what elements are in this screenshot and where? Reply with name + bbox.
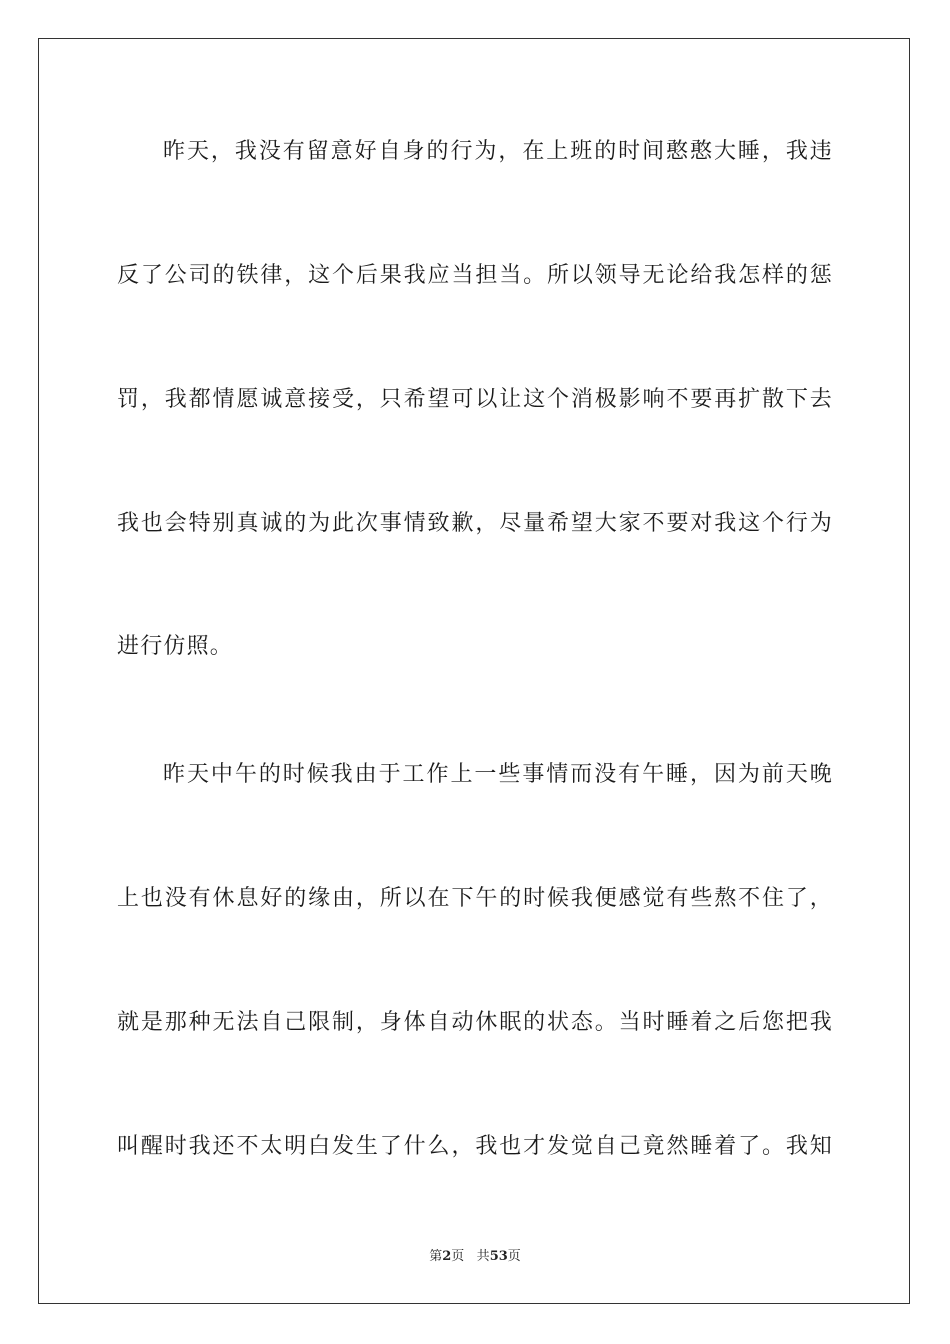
footer-page-suffix: 页 (451, 1249, 465, 1264)
paragraph-2-line-3: 就是那种无法自己限制，身体自动休眠的状态。当时睡着之后您把我 (117, 1010, 833, 1035)
page-footer (0, 1245, 950, 1264)
footer-total-suffix: 页 (507, 1249, 521, 1264)
paragraph-1-line-2: 反了公司的铁律，这个后果我应当担当。所以领导无论给我怎样的惩 (117, 263, 833, 288)
paragraph-2-line-4: 叫醒时我还不太明白发生了什么，我也才发觉自己竟然睡着了。我知 (117, 1134, 833, 1159)
paragraph-2-line-2: 上也没有休息好的缘由，所以在下午的时候我便感觉有些熬不住了， (117, 886, 833, 911)
footer-page-prefix: 第 (429, 1249, 443, 1264)
footer-page-number: 2 (442, 1249, 452, 1264)
paragraph-1-line-5: 进行仿照。 (117, 634, 234, 659)
paragraph-1-line-1: 昨天，我没有留意好自身的行为，在上班的时间憨憨大睡，我违 (163, 139, 833, 164)
paragraph-1-line-3: 罚，我都情愿诚意接受，只希望可以让这个消极影响不要再扩散下去 (117, 387, 833, 412)
footer-total-pages: 53 (489, 1249, 508, 1264)
page-border (38, 38, 910, 1304)
footer-total-prefix: 共 (476, 1249, 490, 1264)
paragraph-2-line-1: 昨天中午的时候我由于工作上一些事情而没有午睡，因为前天晚 (163, 762, 833, 787)
paragraph-1-line-4: 我也会特别真诚的为此次事情致歉，尽量希望大家不要对我这个行为 (117, 511, 833, 536)
